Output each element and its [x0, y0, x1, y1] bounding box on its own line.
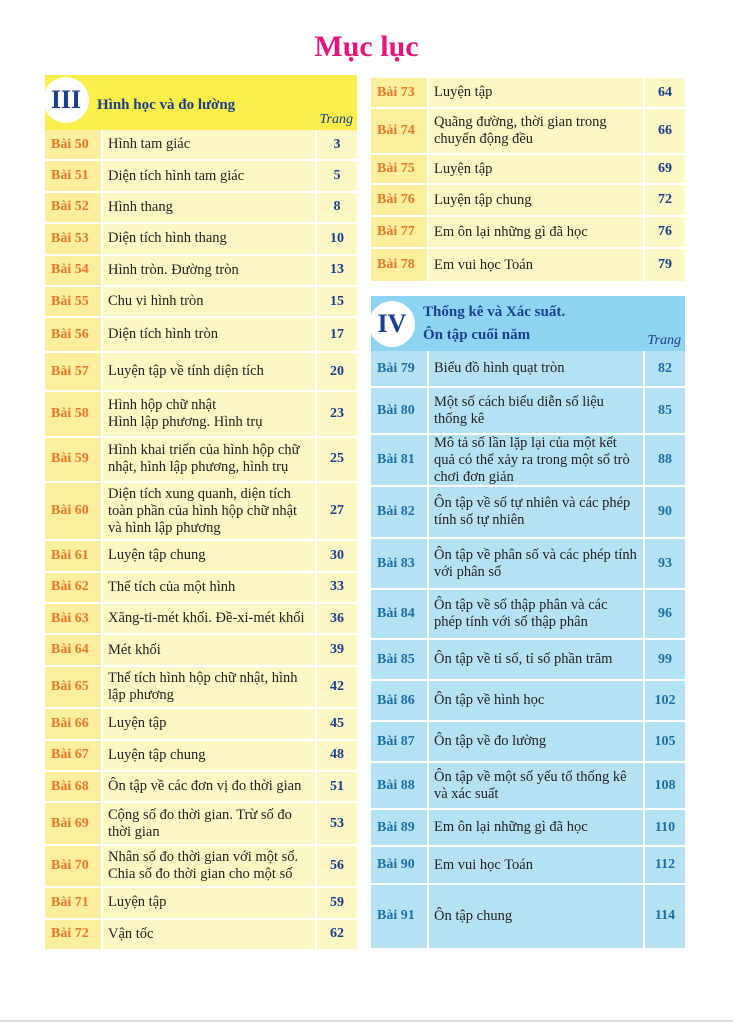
page-number: 105: [643, 722, 685, 763]
lesson-title: Thể tích của một hình: [101, 573, 315, 604]
toc-row[interactable]: [45, 541, 357, 572]
chapter-iv-title-line2: Ôn tập cuối năm: [423, 327, 531, 343]
lesson-number: Bài 50: [45, 130, 101, 161]
page-number: 110: [643, 810, 685, 847]
toc-row[interactable]: [45, 130, 357, 161]
lesson-number: Bài 52: [45, 193, 101, 224]
chapter-iii-continued-section: [371, 78, 685, 283]
page-number: 3: [315, 130, 357, 161]
chapter-iv-title-line1: Thống kê và Xác suất.: [423, 304, 566, 320]
page-number: 79: [643, 249, 685, 283]
lesson-number: Bài 88: [371, 763, 427, 810]
lesson-number: Bài 84: [371, 590, 427, 640]
toc-row[interactable]: [45, 224, 357, 255]
lesson-number: Bài 59: [45, 438, 101, 484]
chapter-iv-badge: IV: [369, 301, 415, 347]
toc-row[interactable]: [45, 803, 357, 845]
lesson-title: Xăng-ti-mét khối. Đề-xi-mét khối: [101, 604, 315, 635]
page-column-label: Trang: [319, 112, 353, 127]
toc-row[interactable]: [45, 846, 357, 888]
page-number: 36: [315, 604, 357, 635]
lesson-title: Luyện tập: [101, 709, 315, 740]
chapter-iii-section: [45, 75, 357, 951]
page-number: 90: [643, 487, 685, 539]
toc-row[interactable]: [371, 722, 685, 763]
lesson-number: Bài 74: [371, 109, 427, 155]
lesson-number: Bài 65: [45, 667, 101, 709]
toc-row[interactable]: [45, 287, 357, 318]
lesson-title: Một số cách biểu diễn số liệu thống kê: [427, 388, 643, 435]
page-number: 27: [315, 483, 357, 541]
lesson-number: Bài 57: [45, 353, 101, 392]
lesson-title: Chu vi hình tròn: [101, 287, 315, 318]
lesson-number: Bài 58: [45, 392, 101, 438]
page-number: 30: [315, 541, 357, 572]
page-number: 8: [315, 193, 357, 224]
page-number: 66: [643, 109, 685, 155]
page-number: 23: [315, 392, 357, 438]
toc-row[interactable]: [371, 681, 685, 722]
lesson-number: Bài 87: [371, 722, 427, 763]
lesson-number: Bài 62: [45, 573, 101, 604]
lesson-number: Bài 71: [45, 888, 101, 919]
lesson-title: Ôn tập chung: [427, 885, 643, 950]
page-number: 13: [315, 256, 357, 287]
toc-row[interactable]: [45, 604, 357, 635]
lesson-number: Bài 61: [45, 541, 101, 572]
lesson-title: Luyện tập: [427, 155, 643, 185]
lesson-title: Ôn tập về số tự nhiên và các phép tính số tự nhiên: [427, 487, 643, 539]
page-number: 56: [315, 846, 357, 888]
lesson-number: Bài 78: [371, 249, 427, 283]
lesson-number: Bài 75: [371, 155, 427, 185]
lesson-number: Bài 54: [45, 256, 101, 287]
lesson-title: Em vui học Toán: [427, 249, 643, 283]
lesson-title: Biểu đồ hình quạt tròn: [427, 351, 643, 388]
page-number: 102: [643, 681, 685, 722]
page-number: 42: [315, 667, 357, 709]
toc-row[interactable]: [371, 640, 685, 681]
lesson-number: Bài 76: [371, 185, 427, 217]
lesson-title: Hình thang: [101, 193, 315, 224]
toc-row[interactable]: [45, 392, 357, 438]
lesson-title: Hình hộp chữ nhật Hình lập phương. Hình trụ: [101, 392, 315, 438]
toc-row[interactable]: [45, 667, 357, 709]
lesson-number: Bài 66: [45, 709, 101, 740]
page-number: 59: [315, 888, 357, 919]
lesson-title: Diện tích hình tam giác: [101, 161, 315, 192]
page-number: 64: [643, 78, 685, 109]
lesson-title: Hình tròn. Đường tròn: [101, 256, 315, 287]
toc-row[interactable]: [371, 217, 685, 249]
page-number: 17: [315, 318, 357, 353]
lesson-title: Luyện tập: [427, 78, 643, 109]
lesson-title: Luyện tập: [101, 888, 315, 919]
lesson-number: Bài 60: [45, 483, 101, 541]
lesson-number: Bài 82: [371, 487, 427, 539]
page-number: 62: [315, 920, 357, 951]
toc-row[interactable]: [371, 763, 685, 810]
toc-row[interactable]: [45, 741, 357, 772]
lesson-number: Bài 80: [371, 388, 427, 435]
lesson-title: Ôn tập về phân số và các phép tính với phân số: [427, 539, 643, 589]
lesson-title: Luyện tập chung: [427, 185, 643, 217]
lesson-title: Ôn tập về một số yếu tố thống kê và xác suất: [427, 763, 643, 810]
lesson-title: Ôn tập về tỉ số, tỉ số phần trăm: [427, 640, 643, 681]
page-number: 108: [643, 763, 685, 810]
toc-row[interactable]: [371, 185, 685, 217]
lesson-title: Ôn tập về hình học: [427, 681, 643, 722]
toc-row[interactable]: [45, 920, 357, 951]
lesson-number: Bài 64: [45, 635, 101, 666]
toc-row[interactable]: [45, 256, 357, 287]
toc-row[interactable]: [371, 109, 685, 155]
toc-row[interactable]: [45, 353, 357, 392]
page-number: 114: [643, 885, 685, 950]
toc-row[interactable]: [45, 193, 357, 224]
lesson-title: Hình khai triển của hình hộp chữ nhật, hình lập phương, hình trụ: [101, 438, 315, 484]
page-number: 112: [643, 847, 685, 884]
toc-row[interactable]: [371, 351, 685, 388]
chapter-iv-header: [371, 296, 685, 351]
lesson-number: Bài 69: [45, 803, 101, 845]
toc-row[interactable]: [45, 161, 357, 192]
lesson-number: Bài 70: [45, 846, 101, 888]
lesson-title: Ôn tập về số thập phân và các phép tính với số thập phân: [427, 590, 643, 640]
page-number: 20: [315, 353, 357, 392]
lesson-number: Bài 73: [371, 78, 427, 109]
lesson-title: Em vui học Toán: [427, 847, 643, 884]
lesson-title: Diện tích hình thang: [101, 224, 315, 255]
lesson-title: Diện tích hình tròn: [101, 318, 315, 353]
lesson-number: Bài 79: [371, 351, 427, 388]
page-number: 39: [315, 635, 357, 666]
page-number: 82: [643, 351, 685, 388]
page-number: 99: [643, 640, 685, 681]
lesson-number: Bài 55: [45, 287, 101, 318]
page-title: Mục lục: [314, 30, 419, 63]
chapter-iii-title: Hình học và đo lường: [97, 97, 236, 113]
lesson-number: Bài 90: [371, 847, 427, 884]
lesson-number: Bài 85: [371, 640, 427, 681]
toc-row[interactable]: [45, 573, 357, 604]
page-number: 51: [315, 772, 357, 803]
page-number: 25: [315, 438, 357, 484]
toc-row[interactable]: [45, 888, 357, 919]
toc-row[interactable]: [45, 318, 357, 353]
lesson-number: Bài 67: [45, 741, 101, 772]
page-number: 96: [643, 590, 685, 640]
lesson-title: Mô tả số lần lặp lại của một kết quả có thể xảy ra trong một số trò chơi đơn giản: [427, 435, 643, 487]
page-number: 5: [315, 161, 357, 192]
lesson-title: Em ôn lại những gì đã học: [427, 810, 643, 847]
lesson-title: Thể tích hình hộp chữ nhật, hình lập phương: [101, 667, 315, 709]
lesson-number: Bài 68: [45, 772, 101, 803]
toc-row[interactable]: [371, 539, 685, 589]
lesson-number: Bài 89: [371, 810, 427, 847]
lesson-number: Bài 51: [45, 161, 101, 192]
chapter-iii-badge: III: [43, 77, 89, 123]
lesson-title: Nhân số đo thời gian với một số. Chia số đo thời gian cho một số: [101, 846, 315, 888]
page-number: 93: [643, 539, 685, 589]
page-number: 33: [315, 573, 357, 604]
toc-row[interactable]: [371, 249, 685, 283]
lesson-title: Hình tam giác: [101, 130, 315, 161]
page-number: 10: [315, 224, 357, 255]
toc-row[interactable]: [45, 438, 357, 484]
lesson-title: Quãng đường, thời gian trong chuyển động đều: [427, 109, 643, 155]
lesson-title: Luyện tập chung: [101, 541, 315, 572]
chapter-iii-header: [45, 75, 357, 130]
lesson-list: [371, 78, 685, 283]
lesson-title: Em ôn lại những gì đã học: [427, 217, 643, 249]
toc-row[interactable]: [45, 709, 357, 740]
chapter-iv-section: [371, 296, 685, 950]
lesson-number: Bài 72: [45, 920, 101, 951]
toc-row[interactable]: [371, 487, 685, 539]
lesson-title: Ôn tập về đo lường: [427, 722, 643, 763]
page-number: 15: [315, 287, 357, 318]
page-number: 85: [643, 388, 685, 435]
lesson-number: Bài 63: [45, 604, 101, 635]
page-number: 88: [643, 435, 685, 487]
lesson-title: Luyện tập về tính diện tích: [101, 353, 315, 392]
lesson-number: Bài 83: [371, 539, 427, 589]
toc-row[interactable]: [371, 435, 685, 487]
toc-row[interactable]: [371, 78, 685, 109]
lesson-number: Bài 77: [371, 217, 427, 249]
lesson-title: Luyện tập chung: [101, 741, 315, 772]
toc-row[interactable]: [371, 885, 685, 950]
lesson-number: Bài 53: [45, 224, 101, 255]
lesson-number: Bài 91: [371, 885, 427, 950]
toc-row[interactable]: [45, 483, 357, 541]
lesson-title: Mét khối: [101, 635, 315, 666]
lesson-title: Vận tốc: [101, 920, 315, 951]
page-column-label: Trang: [647, 333, 681, 348]
toc-row[interactable]: [371, 155, 685, 185]
toc-row[interactable]: [45, 635, 357, 666]
toc-row[interactable]: [371, 388, 685, 435]
lesson-number: Bài 86: [371, 681, 427, 722]
toc-row[interactable]: [45, 772, 357, 803]
lesson-number: Bài 56: [45, 318, 101, 353]
page-number: 69: [643, 155, 685, 185]
page-number: 45: [315, 709, 357, 740]
page-number: 76: [643, 217, 685, 249]
page-number: 53: [315, 803, 357, 845]
lesson-title: Diện tích xung quanh, diện tích toàn phần của hình hộp chữ nhật và hình lập phương: [101, 483, 315, 541]
lesson-list: [371, 351, 685, 950]
toc-row[interactable]: [371, 590, 685, 640]
toc-row[interactable]: [371, 847, 685, 884]
lesson-number: Bài 81: [371, 435, 427, 487]
lesson-list: [45, 130, 357, 951]
page-number: 48: [315, 741, 357, 772]
page-divider: [0, 1020, 733, 1022]
page-number: 72: [643, 185, 685, 217]
toc-row[interactable]: [371, 810, 685, 847]
lesson-title: Cộng số đo thời gian. Trừ số đo thời gian: [101, 803, 315, 845]
lesson-title: Ôn tập về các đơn vị đo thời gian: [101, 772, 315, 803]
